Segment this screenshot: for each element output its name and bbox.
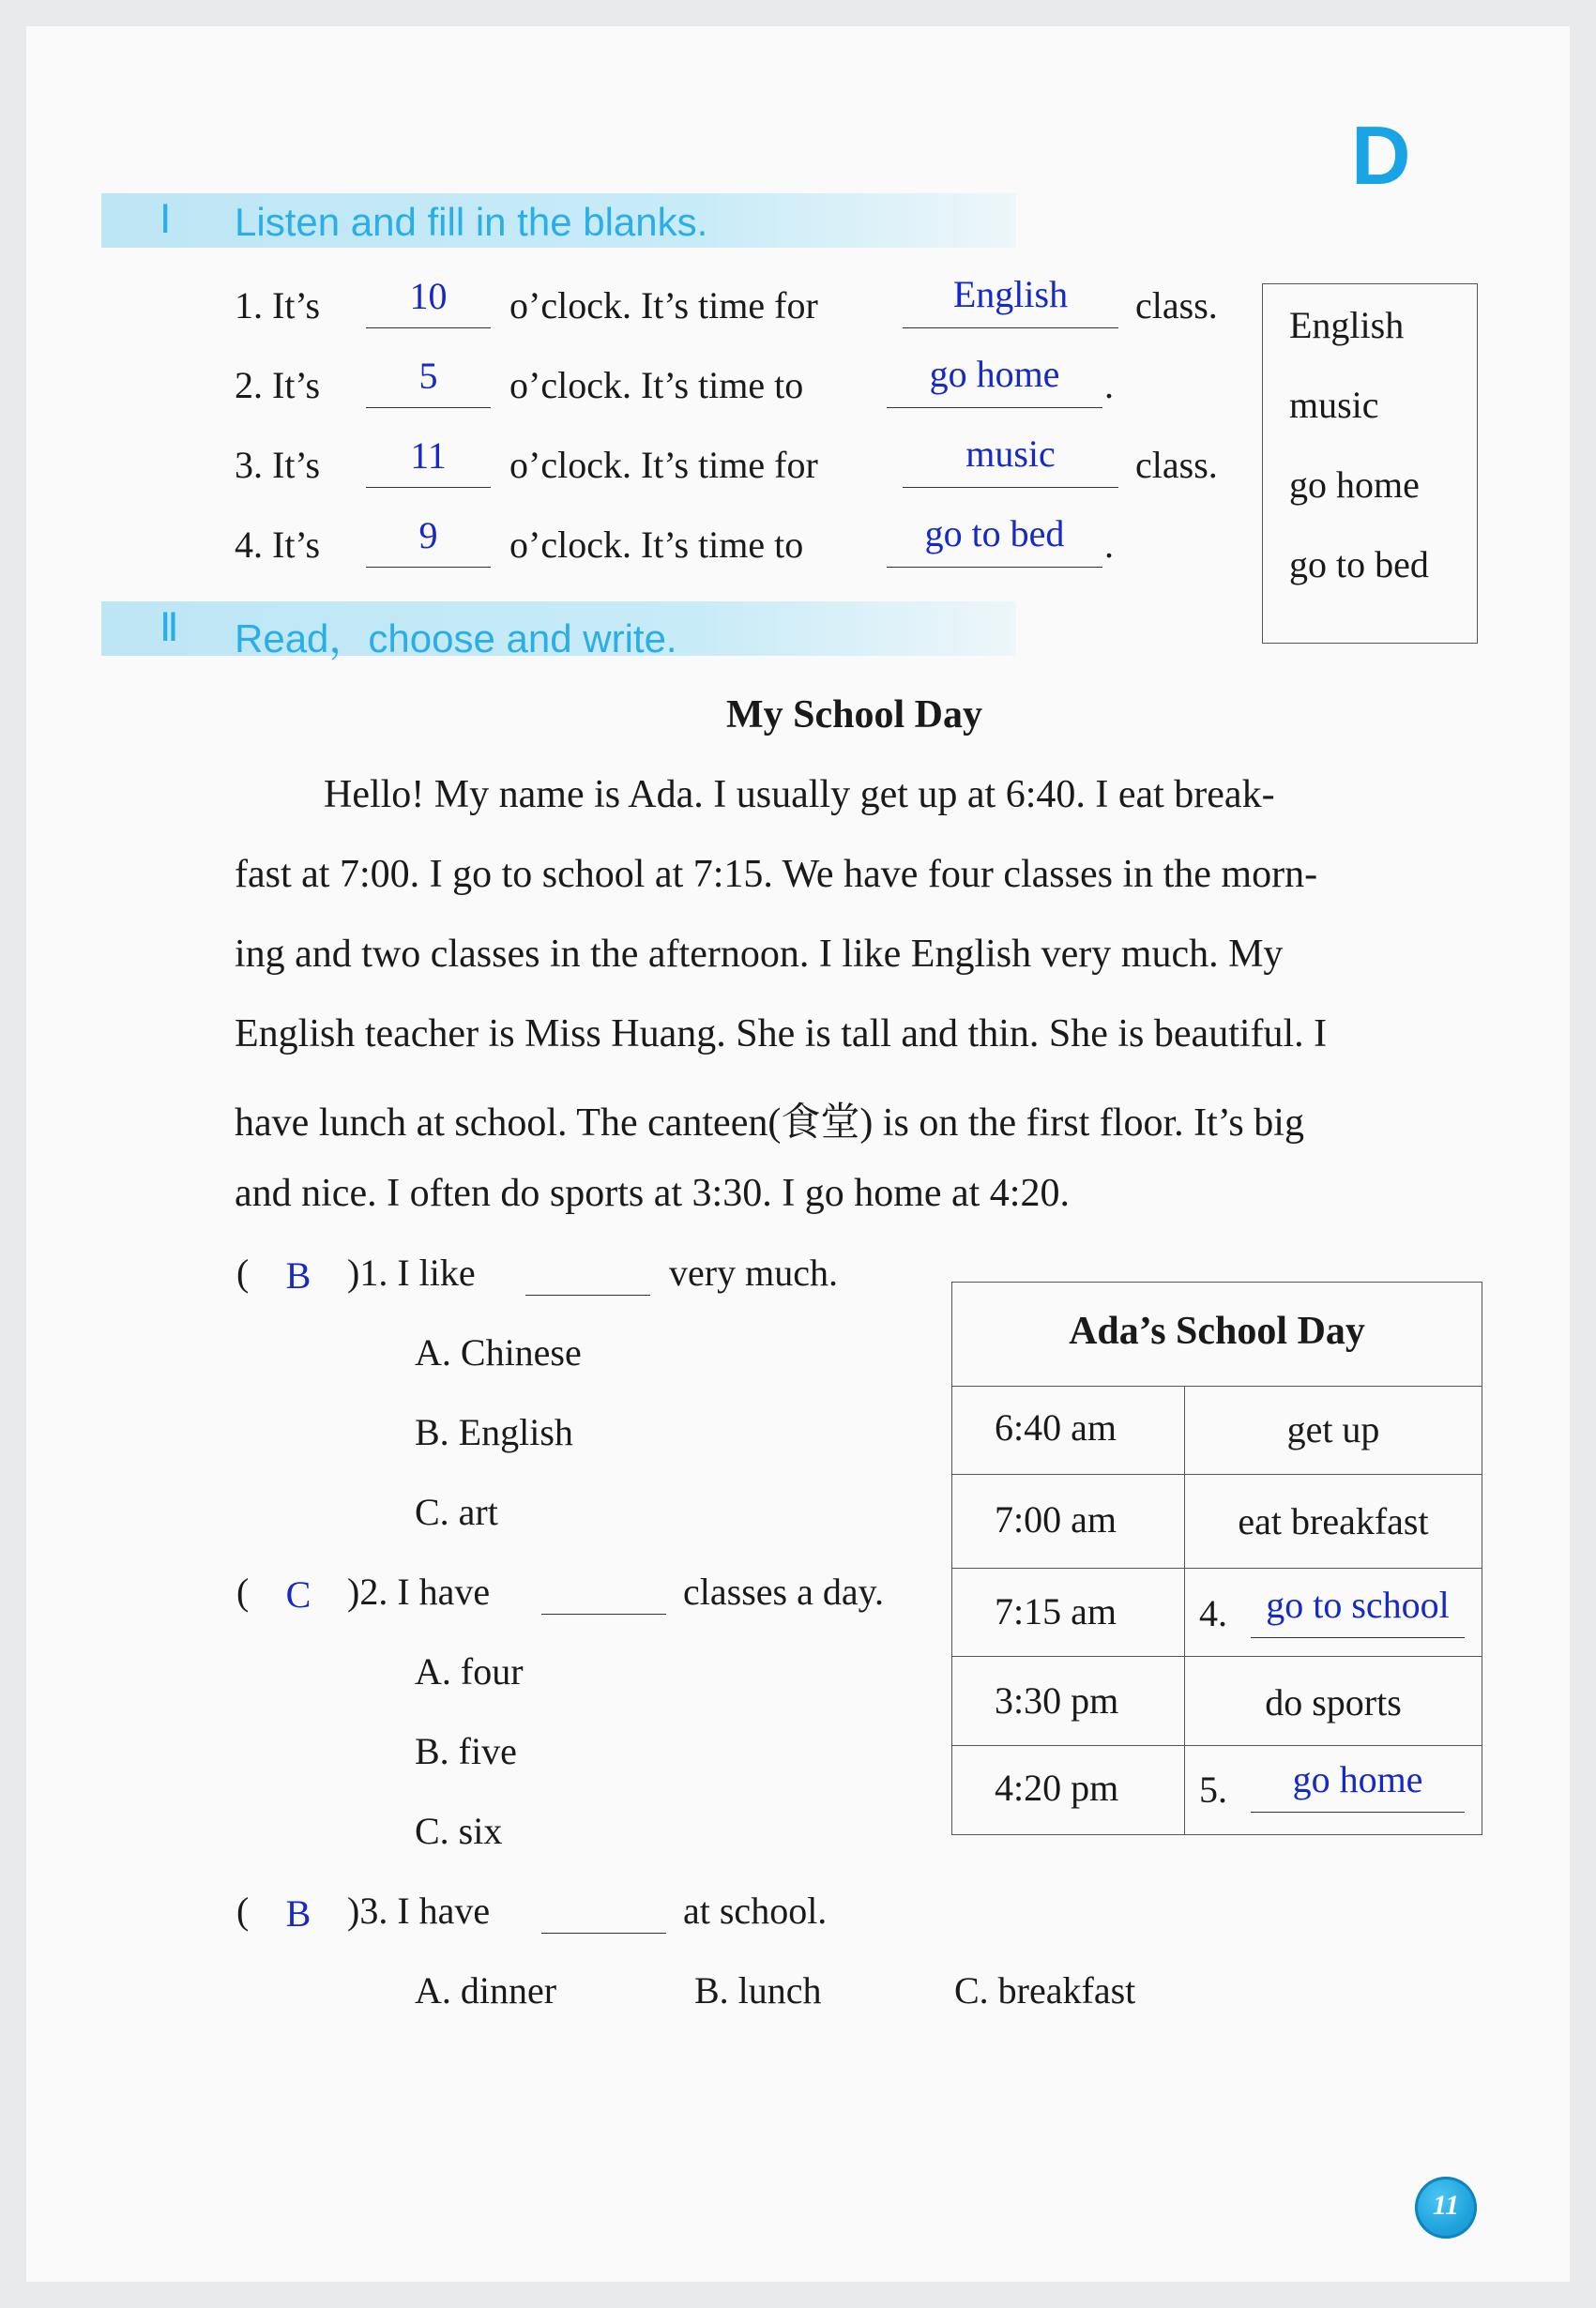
table-blank [1251,1812,1465,1813]
passage-line: fast at 7:00. I go to school at 7:15. We have four classes in the morn- [235,853,1318,896]
option: C. art [415,1491,498,1533]
answer-text: music [965,433,1056,475]
unit-letter: D [1351,109,1411,202]
passage-line: have lunch at school. The canteen(食堂) is on the first floor. It’s big [235,1101,1304,1145]
question-stem: )2. I have [347,1571,491,1613]
time-cell: 7:15 am [995,1590,1117,1632]
item-middle: o’clock. It’s time for [509,444,818,486]
row-divider [952,1474,1482,1475]
paren-open: ( [236,1252,250,1294]
answer-blank [903,327,1118,328]
section-1-header [101,193,1016,248]
option: A. Chinese [415,1331,582,1374]
passage-title: My School Day [726,693,982,736]
passage-line: Hello! My name is Ada. I usually get up at 6:40. I eat break- [324,773,1275,816]
item-lead: 4. It’s [235,524,321,566]
answer-blank [887,567,1102,568]
option: C. six [415,1810,503,1852]
word-bank-item: music [1289,384,1379,426]
answer-blank [903,487,1118,488]
passage-line: English teacher is Miss Huang. She is tall and thin. She is beautiful. I [235,1012,1328,1055]
item-middle: o’clock. It’s time for [509,284,818,326]
section-title: Read，choose and write. [235,616,677,661]
table-answer: go home [1292,1758,1423,1800]
passage-line: ing and two classes in the afternoon. I like English very much. My [235,933,1284,976]
row-divider [952,1568,1482,1569]
word-bank [1262,283,1478,644]
section-number: Ⅰ [160,197,172,241]
page-number-badge [1415,2177,1477,2239]
activity-cell: eat breakfast [1238,1500,1429,1542]
paren-open: ( [236,1571,250,1613]
hour-answer: 11 [410,434,447,477]
item-middle: o’clock. It’s time to [509,364,804,406]
page-number: 11 [1432,2190,1460,2221]
item-number: 5. [1199,1769,1227,1811]
hour-answer: 10 [409,275,448,317]
hour-blank [366,487,491,488]
item-lead: 3. It’s [235,444,321,486]
question-stem: )3. I have [347,1890,491,1932]
hour-answer: 5 [418,355,438,397]
choice-answer: B [285,1254,312,1297]
table-answer: go to school [1266,1584,1450,1626]
item-number: 4. [1199,1592,1227,1634]
hour-answer: 9 [418,514,438,556]
item-end: . [1104,364,1114,406]
question-after: very much. [669,1252,838,1294]
item-end: class. [1135,284,1218,326]
option: B. lunch [694,1969,822,2012]
hour-blank [366,407,491,408]
schedule-table [951,1282,1482,1835]
question-after: at school. [683,1890,828,1932]
option: B. English [415,1411,573,1453]
table-blank [1251,1637,1465,1638]
word-bank-item: go home [1289,463,1420,506]
question-blank [541,1933,666,1934]
time-cell: 3:30 pm [995,1679,1119,1722]
time-cell: 6:40 am [995,1406,1117,1449]
table-title: Ada’s School Day [1069,1310,1365,1353]
question-after: classes a day. [683,1571,884,1613]
choice-answer: C [285,1573,312,1616]
item-lead: 2. It’s [235,364,321,406]
activity-cell: get up [1286,1408,1380,1450]
question-stem: )1. I like [347,1252,476,1294]
word-bank-item: go to bed [1289,543,1429,585]
hour-blank [366,567,491,568]
item-lead: 1. It’s [235,284,321,326]
row-divider [952,1656,1482,1657]
section-title: Listen and fill in the blanks. [235,200,708,244]
option: A. dinner [415,1969,557,2012]
answer-text: go home [929,353,1060,395]
passage-line: and nice. I often do sports at 3:30. I go home at 4:20. [235,1172,1070,1215]
activity-cell: do sports [1265,1681,1402,1723]
answer-text: English [952,273,1069,315]
row-divider [952,1745,1482,1746]
time-cell: 7:00 am [995,1498,1117,1541]
paren-open: ( [236,1890,250,1932]
hour-blank [366,327,491,328]
question-blank [525,1295,650,1296]
answer-blank [887,407,1102,408]
word-bank-item: English [1289,304,1405,346]
choice-answer: B [285,1892,312,1935]
option: A. four [415,1650,524,1693]
column-divider [1184,1386,1185,1834]
item-end: . [1104,524,1114,566]
option: B. five [415,1730,517,1772]
item-end: class. [1135,444,1218,486]
option: C. breakfast [954,1969,1136,2012]
row-divider [952,1386,1482,1387]
item-middle: o’clock. It’s time to [509,524,804,566]
answer-text: go to bed [924,512,1065,554]
section-number: Ⅱ [160,605,179,649]
question-blank [541,1614,666,1615]
section-2-header [101,601,1016,661]
time-cell: 4:20 pm [995,1767,1119,1809]
